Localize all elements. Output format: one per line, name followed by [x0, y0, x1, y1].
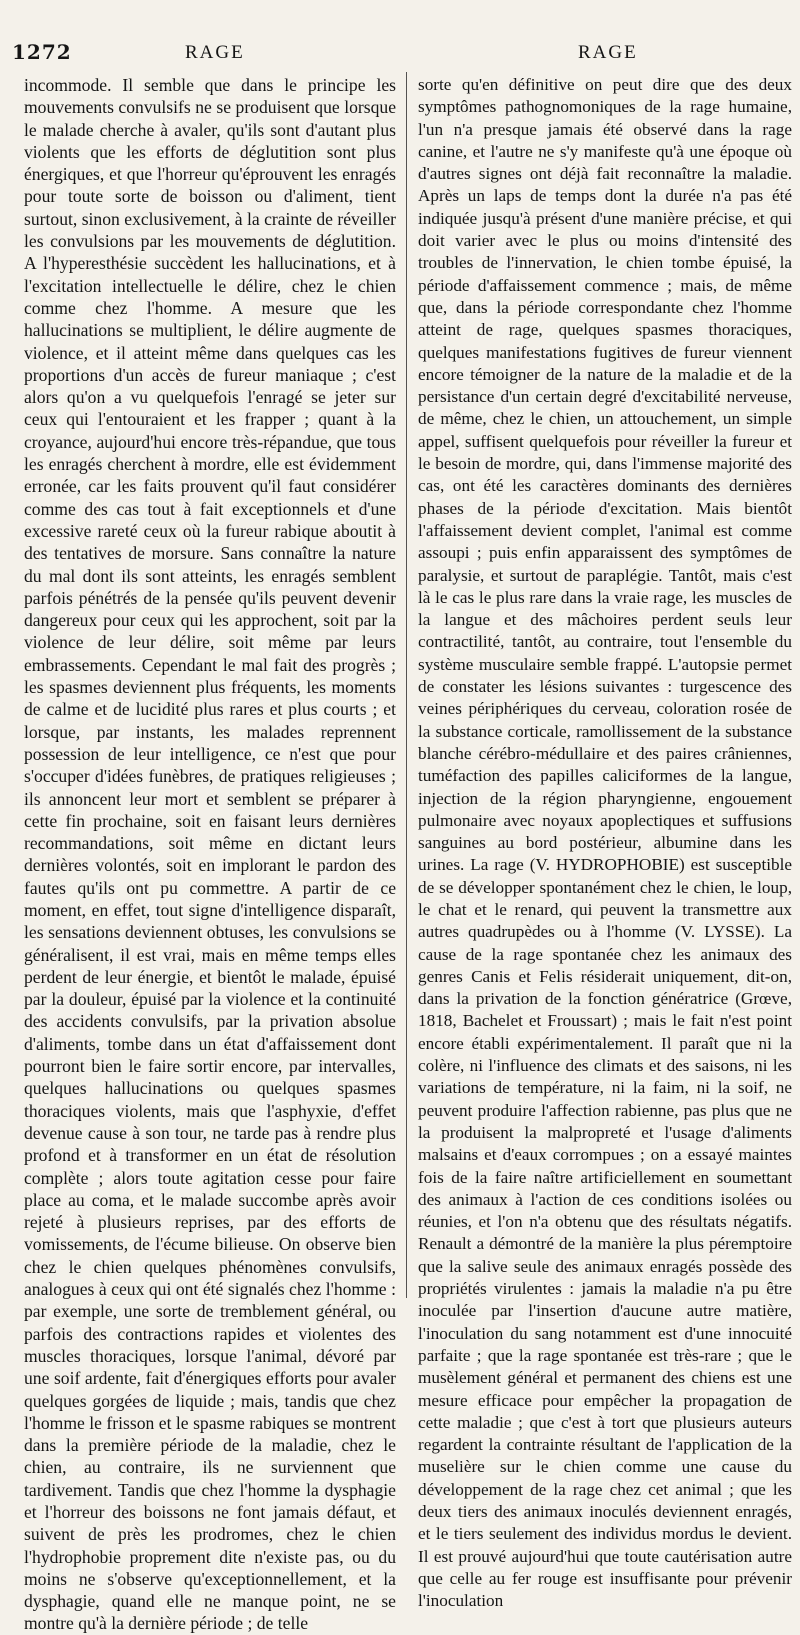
left-column-text: incommode. Il semble que dans le principe les mouvements convulsifs ne se produisent que lorsque le malade cherche à avaler, qu'ils sont d'autant plus violents que les efforts de déglutition sont plus énergiques, et que l'horreur qu'éprouvent les enragés pour toute sorte de boisson ou d'aliment, tient surtout, sinon exclusivement, à la crainte de réveiller les convulsions par les mouvements de déglutition. A l'hyperesthésie succèdent les hallucinations, et à l'excitation intellectuelle le délire, chez le chien comme chez l'homme. A mesure que les hallucinations se multiplient, le délire augmente de violence, et il atteint même dans quelques cas les proportions d'un accès de fureur maniaque ; c'est alors qu'on a vu quelquefois l'enragé se jeter sur ceux qui l'entouraient et les frapper ; quant à la croyance, aujourd'hui encore très-répandue, que tous les enragés cherchent à mordre, elle est évidemment erronée, car les faits prouvent qu'il faut considérer comme des cas tout à fait exceptionnels et d'une excessive rareté ceux où la fureur rabique aboutit à des tentatives de morsure. Sans connaître la nature du mal dont ils sont atteints, les enragés semblent parfois pénétrés de la pensée qu'ils peuvent devenir dangereux pour ceux qui les approchent, soit par la violence de leur délire, soit même par leurs embrassements. Cependant le mal fait des progrès ; les spasmes deviennent plus fréquents, les moments de calme et de lucidité plus rares et plus courts ; et lorsque, par instants, les malades reprennent possession de leur intelligence, ce n'est que pour s'occuper d'idées funèbres, de pratiques religieuses ; ils annoncent leur mort et semblent se préparer à cette fin prochaine, soit en faisant leurs dernières recommandations, soit même en dictant leurs dernières volontés, soit en implorant le pardon des fautes qu'ils ont pu commettre. A partir de ce moment, en effet, tout signe d'intelligence disparaît, les sensations deviennent obtuses, les convulsions se généralisent, il est vrai, mais en même temps elles perdent de leur énergie, et bientôt le malade, épuisé par la douleur, épuisé par la violence et la continuité des accidents convulsifs, par la privation absolue d'aliments, tombe dans un état d'affaissement dont pourront bien le faire sortir encore, par intervalles, quelques hallucinations ou quelques spasmes thoraciques violents, mais que l'asphyxie, d'effet devenue cause à son tour, ne tarde pas à rendre plus profond et à transformer en un état de résolution complète ; alors toute agitation cesse pour faire place au coma, et le malade succombe après avoir rejeté à plusieurs reprises, par des efforts de vomissements, de l'écume bilieuse. On observe bien chez le chien quelques phénomènes convulsifs, analogues à ceux qui ont été signalés chez l'homme : par exemple, une sorte de tremblement général, ou parfois des contractions rapides et violentes des muscles thoraciques, lorsque l'animal, dévoré par une soif ardente, fait d'énergiques efforts pour avaler quelques gorgées de liquide ; mais, tandis que chez l'homme le frisson et le spasme rabiques se montrent dans la première période de la maladie, chez le chien, au contraire, ils ne surviennent que tardivement. Tandis que chez l'homme la dysphagie et l'horreur des boissons ne font jamais défaut, et suivent de près les prodromes, chez le chien l'hydrophobie proprement dite n'existe pas, ou du moins ne s'observe qu'exceptionnellement, et la dysphagie, quand elle ne manque point, ne se montre qu'à la dernière période ; de telle	[24, 75, 396, 1634]
running-head-right: RAGE	[578, 42, 638, 63]
right-column-text: sorte qu'en définitive on peut dire que des deux symptômes pathognomoniques de la rage humaine, l'un n'a presque jamais été observé dans la rage canine, et l'autre ne s'y manifeste qu'à une époque où d'autres signes ont déjà fait reconnaître la maladie. Après un laps de temps dont la durée n'a pas été indiquée jusqu'à présent d'une manière précise, et qui doit varier avec le plus ou moins d'intensité des troubles de l'innervation, le chien tombe épuisé, la période d'affaissement commence ; mais, de même que, dans la période correspondante chez l'homme atteint de rage, quelques spasmes thoraciques, quelques manifestations fugitives de fureur viennent encore témoigner de la nature de la maladie et de la persistance d'un certain degré d'excitabilité nerveuse, de même, chez le chien, un attouchement, un simple appel, suffisent quelquefois pour réveiller la fureur et le besoin de mordre, qui, dans l'immense majorité des cas, ont été les caractères dominants des dernières phases de la période d'excitation. Mais bientôt l'affaissement devient complet, l'animal est comme assoupi ; puis enfin apparaissent des symptômes de paralysie, et surtout de paraplégie. Tantôt, mais c'est là le cas le plus rare dans la vraie rage, les muscles de la langue et des mâchoires perdent seuls leur contractilité, tantôt, au contraire, tout l'ensemble du système musculaire semble frappé. L'autopsie permet de constater les lésions suivantes : turgescence des veines périphériques du cerveau, coloration rosée de la substance corticale, ramollissement de la substance blanche cérébro-médullaire et des paires crâniennes, tuméfaction des papilles caliciformes de la langue, injection de la région pharyngienne, engouement pulmonaire avec noyaux apoplectiques et suffusions sanguines au bord postérieur, albumine dans les urines. La rage (V. HYDROPHOBIE) est susceptible de se développer spontanément chez le chien, le loup, le chat et le renard, qui peuvent la transmettre aux autres quadrupèdes ou à l'homme (V. LYSSE). La cause de la rage spontanée chez les animaux des genres Canis et Felis résiderait uniquement, dit-on, dans la privation de la fonction génératrice (Grœve, 1818, Bachelet et Froussart) ; mais le fait n'est point encore établi expérimentalement. Il paraît que ni la colère, ni l'influence des climats et des saisons, ni les variations de température, ni la faim, ni la soif, ne peuvent produire l'affection rabienne, pas plus que ne la produisent la malpropreté et l'usage d'aliments malsains et d'eaux corrompues ; on a essayé maintes fois de la faire naître artificiellement en soumettant des animaux à l'action de ces conditions isolées ou réunies, et l'on n'a obtenu que des résultats négatifs. Renault a démontré de la manière la plus péremptoire que la salive seule des animaux enragés possède des propriétés virulentes : jamais la maladie n'a pu être inoculée par l'insertion d'aucune autre matière, l'inoculation du sang notamment est d'une innocuité parfaite ; que la rage spontanée est très-rare ; que le musèlement général et permanent des chiens est une mesure efficace pour empêcher la propagation de cette maladie ; que c'est à tort que plusieurs auteurs regardent la contrainte résultant de l'application de la muselière sur le chien comme une cause du développement de la rage chez cet animal ; que les deux tiers des animaux inoculés deviennent enragés, et le tiers seulement des individus mordus le devient. Il est prouvé aujourd'hui que toute cautérisation autre que celle au fer rouge est insuffisante pour prévenir l'inoculation	[418, 75, 792, 1611]
column-divider	[406, 72, 407, 1298]
left-column	[24, 74, 396, 1634]
running-head-left: RAGE	[185, 42, 245, 63]
page-header	[0, 36, 800, 66]
page-number: 1272	[12, 40, 72, 64]
right-column	[418, 74, 792, 1611]
